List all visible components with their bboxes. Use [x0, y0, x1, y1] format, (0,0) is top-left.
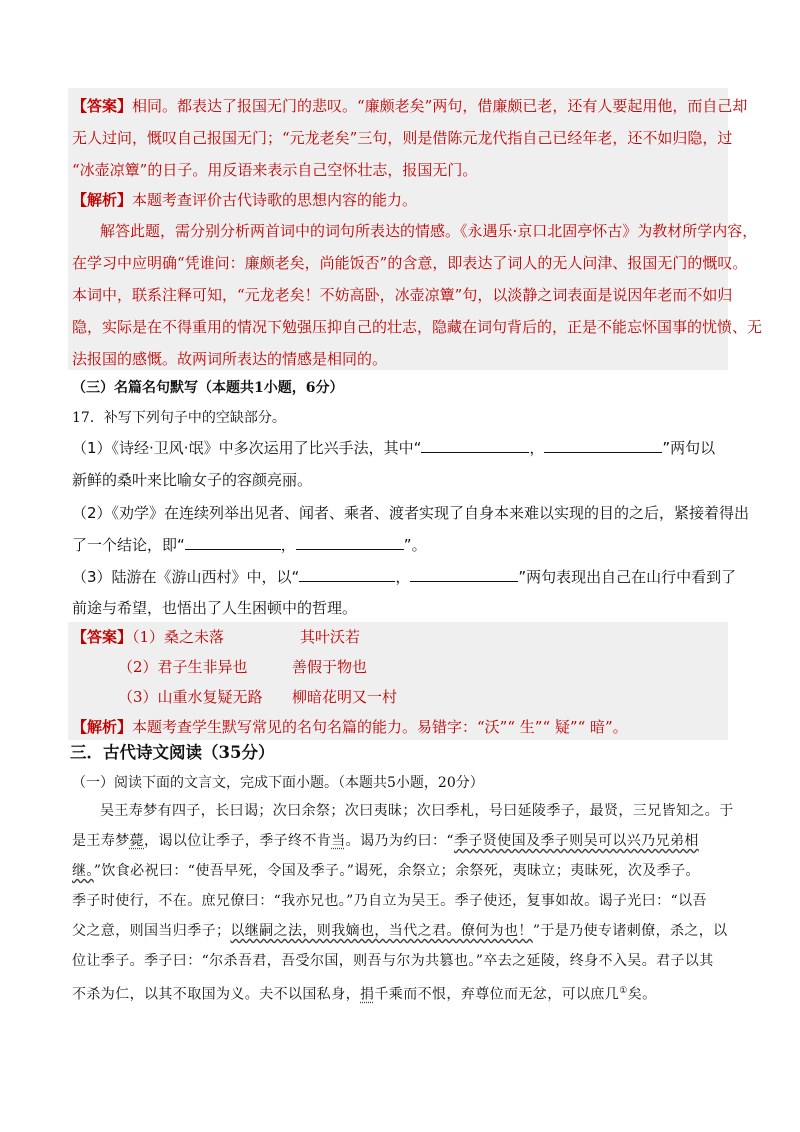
q17-part3-line2: 前途与希望，也悟出了人生困顿中的哲理。 [72, 599, 358, 617]
section-heading: （三）名篇名句默写（本题共1小题，6分） [72, 380, 344, 396]
analysis17-line: 【解析】本题考查学生默写常见的名句名篇的能力。易错字：“沃”“ 生”“ 疑”“ 暗”。 [72, 718, 628, 736]
passage-line7: 不杀为仁，以其不取国为义。夫不以国私身，捐千乘而不恨，弃尊位而无忿，可以庶几①矣。 [72, 986, 657, 1003]
passage-line3: 继。”饮食必祝曰：“使吾早死，令国及季子。”谒死，余祭立；余祭死，夷昧立；夷昧死，次及季子。 [72, 863, 700, 879]
passage-line5: 父之意，则国当归季子；以继嗣之法，则我嫡也，当代之君。僚何为也！”于是乃使专诸刺僚，杀之，以 [72, 923, 728, 939]
wavy-underlined-text: 季子贤使国及季子则吴可以兴乃兄弟相 [453, 833, 699, 849]
footnote-marker: ① [619, 986, 628, 996]
passage-line2: 是王寿梦薨，谒以位让季子，季子终不肯当。谒乃为约曰：“季子贤使国及季子则吴可以兴乃兄弟相 [72, 833, 699, 849]
q17-part2-line2: 了一个结论，即“ ， ”。 [72, 536, 427, 554]
answer16-line3: “冰壶凉簟”的日子。用反语来表示自己空怀壮志，报国无门。 [72, 161, 478, 179]
answer-tag: 【答案】 [72, 97, 133, 115]
q17-part1-line2: 新鲜的桑叶来比喻女子的容颜亮丽。 [72, 471, 313, 489]
answer17-line1: 【答案】（1）桑之未落 [72, 628, 225, 646]
analysis16-line1: 【解析】本题考查评价古代诗歌的思想内容的能力。 [72, 191, 418, 209]
passage-line6: 位让季子。季子曰：“尔杀吾君，吾受尔国，则吾与尔为共篡也。”卒去之延陵，终身不入吴。君子以其 [72, 953, 714, 969]
answer-tag: 【答案】 [72, 628, 133, 646]
answer-blank[interactable] [421, 438, 529, 453]
answer-blank[interactable] [299, 567, 395, 582]
q17-part3-line1: （3）陆游在《游山西村》中，以“ ， ”两句表现出自己在山行中看到了 [72, 568, 737, 586]
analysis16-line4: 本词中，联系注释可知，“元龙老矣！不妨高卧，冰壶凉簟”句，以淡静之词表面是说因年老而不如归 [72, 286, 733, 304]
analysis-tag: 【解析】 [72, 718, 133, 736]
answer-blank[interactable] [296, 535, 404, 550]
analysis-tag: 【解析】 [72, 191, 133, 209]
passage-line1: 吴王寿梦有四子，长曰谒；次曰余祭；次曰夷昧；次曰季札，号曰延陵季子，最贤，三兄皆知之。于 [100, 803, 734, 819]
answer-blank[interactable] [544, 438, 662, 453]
q17-part2-line1: （2）《劝学》在连续列举出见者、闻者、乘者、渡者实现了自身本来难以实现的目的之后，紧接着得出 [72, 504, 750, 522]
dotted-word: 捐 [360, 986, 375, 1003]
passage-line4: 季子时使行，不在。庶兄僚曰：“我亦兄也。”乃自立为吴王。季子使还，复事如故。谒子光曰：“以吾 [72, 893, 707, 909]
q17-part1-line1: （1）《诗经·卫风·氓》中多次运用了比兴手法，其中“ ， ”两句以 [72, 439, 716, 457]
wavy-underlined-text: 继。 [72, 863, 94, 879]
dotted-word: 当 [331, 833, 346, 849]
dotted-word: 薨 [129, 833, 145, 849]
answer17-line3b: 柳暗花明又一村 [292, 688, 398, 706]
answer17-line2b: 善假于物也 [292, 658, 368, 676]
answer16-line1: 【答案】相同。都表达了报国无门的悲叹。“廉颇老矣”两句，借廉颇已老，还有人要起用他，而自己却 [72, 97, 748, 115]
wavy-underlined-text: 以继嗣之法，则我嫡也，当代之君。僚何为也！ [230, 923, 533, 939]
analysis16-line6: 法报国的感慨。故两词所表达的情感是相同的。 [72, 350, 388, 368]
analysis16-line3: 在学习中应明确“凭谁问：廉颇老矣，尚能饭否”的含意，即表达了词人的无人问津、报国无门的慨叹。 [72, 254, 748, 272]
answer17-line3: （3）山重水复疑无路 [118, 688, 263, 706]
question-17: 17．补写下列句子中的空缺部分。 [72, 410, 286, 426]
analysis16-line5: 隐，实际是在不得重用的情况下勉强压抑自己的壮志，隐藏在词句背后的，正是不能忘怀国事的忧愤、无 [72, 318, 763, 336]
answer-blank[interactable] [185, 535, 281, 550]
answer17-line1b: 其叶沃若 [300, 628, 361, 646]
answer16-line2: 无人过问，慨叹自己报国无门；“元龙老矣”三句，则是借陈元龙代指自己已经年老，还不如归隐，过 [72, 129, 733, 147]
part3-heading: 三．古代诗文阅读（35分） [70, 743, 275, 762]
analysis16-line2: 解答此题，需分别分析两首词中的词句所表达的情感。《永遇乐·京口北固亭怀古》为教材所学内容， [100, 222, 758, 240]
answer-blank[interactable] [410, 567, 518, 582]
part3-subheading: （一）阅读下面的文言文，完成下面小题。（本题共5小题，20分） [72, 775, 484, 791]
answer17-line2: （2）君子生非异也 [118, 658, 248, 676]
